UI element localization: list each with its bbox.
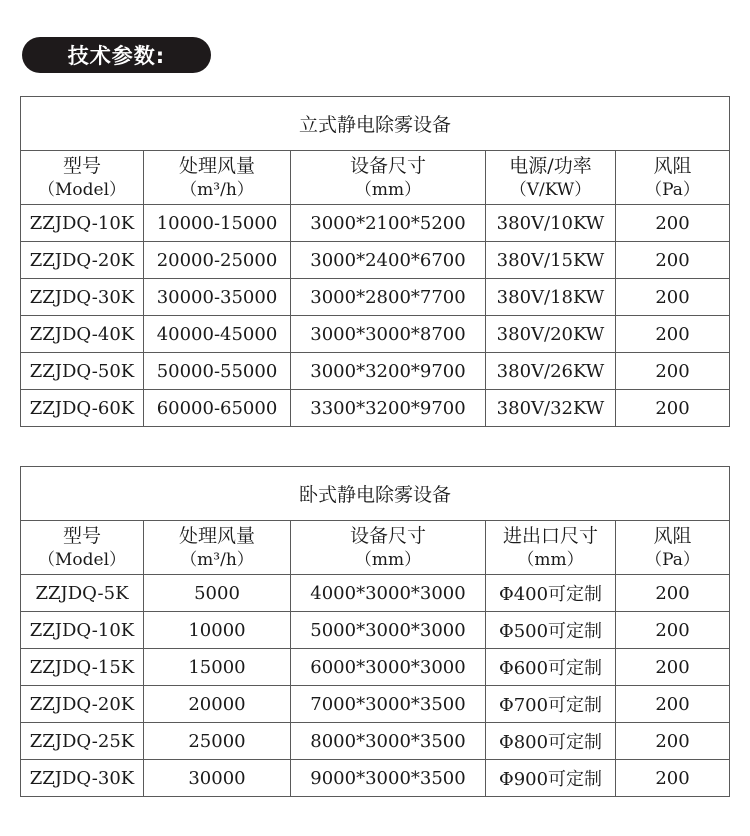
table-cell: 3000*3000*8700 [291,316,486,353]
column-header [486,151,616,205]
table-cell: 200 [616,205,730,242]
column-header-unit: （Pa） [645,549,700,570]
table-row [21,649,730,686]
column-header [21,521,144,575]
table-cell: 3000*2100*5200 [291,205,486,242]
table-cell: 4000*3000*3000 [291,575,486,612]
table-cell: ZZJDQ-30K [21,760,144,797]
column-header-unit: （V/KW） [509,179,592,200]
table-cell: ZZJDQ-5K [21,575,144,612]
column-header-unit: （Model） [37,179,127,200]
table-cell: ZZJDQ-10K [21,612,144,649]
column-header-label: 型号 [62,154,101,177]
table-cell: 200 [616,390,730,427]
table-cell: 380V/20KW [486,316,616,353]
table-cell: Φ600可定制 [486,649,616,686]
section-title-badge: 技术参数: [22,37,211,73]
table-cell: 3000*3200*9700 [291,353,486,390]
column-header-unit: （Model） [37,549,127,570]
column-header-label: 风阻 [653,524,692,547]
vertical-equipment-table [20,96,730,427]
table-cell: 380V/18KW [486,279,616,316]
table-row [21,612,730,649]
table-cell: 3000*2800*7700 [291,279,486,316]
table-cell: 50000-55000 [144,353,291,390]
table-row [21,390,730,427]
table-cell: Φ700可定制 [486,686,616,723]
column-header [144,521,291,575]
table-cell: 8000*3000*3500 [291,723,486,760]
table-row [21,760,730,797]
table-cell: 15000 [144,649,291,686]
table-cell: 380V/32KW [486,390,616,427]
table-cell: 200 [616,686,730,723]
table-cell: 60000-65000 [144,390,291,427]
table-title: 卧式静电除雾设备 [21,467,730,521]
table-cell: 6000*3000*3000 [291,649,486,686]
column-header-label: 型号 [62,524,101,547]
table-cell: 380V/15KW [486,242,616,279]
table-cell: 200 [616,612,730,649]
column-header [616,521,730,575]
table-row [21,686,730,723]
table-cell: ZZJDQ-25K [21,723,144,760]
table-cell: Φ400可定制 [486,575,616,612]
table-cell: ZZJDQ-20K [21,686,144,723]
table-cell: 30000-35000 [144,279,291,316]
table-row [21,242,730,279]
column-header-label: 风阻 [653,154,692,177]
table-row [21,205,730,242]
column-header-unit: （mm） [354,549,422,570]
table-cell: 380V/10KW [486,205,616,242]
table-cell: 3300*3200*9700 [291,390,486,427]
table-row [21,279,730,316]
table-cell: 9000*3000*3500 [291,760,486,797]
table-title-row [21,467,730,521]
table-header-row [21,521,730,575]
table-title: 立式静电除雾设备 [21,97,730,151]
column-header-unit: （mm） [354,179,422,200]
table-cell: 20000-25000 [144,242,291,279]
table-cell: 200 [616,575,730,612]
table-cell: 10000 [144,612,291,649]
table-cell: 40000-45000 [144,316,291,353]
table-cell: 200 [616,242,730,279]
column-header-label: 设备尺寸 [349,524,426,547]
table-cell: Φ900可定制 [486,760,616,797]
column-header [486,521,616,575]
table-cell: 5000 [144,575,291,612]
table-row [21,316,730,353]
table-cell: ZZJDQ-40K [21,316,144,353]
column-header-unit: （m³/h） [180,179,254,200]
table-cell: 30000 [144,760,291,797]
table-cell: ZZJDQ-10K [21,205,144,242]
table-cell: 380V/26KW [486,353,616,390]
table-row [21,575,730,612]
table-header-row [21,151,730,205]
column-header [291,151,486,205]
column-header-unit: （mm） [517,549,584,570]
table-row [21,353,730,390]
column-header [616,151,730,205]
column-header-label: 处理风量 [178,524,255,547]
table-cell: Φ800可定制 [486,723,616,760]
table-cell: 200 [616,649,730,686]
table-cell: 10000-15000 [144,205,291,242]
column-header [291,521,486,575]
column-header [144,151,291,205]
table-cell: ZZJDQ-15K [21,649,144,686]
column-header-label: 处理风量 [178,154,255,177]
table-cell: 7000*3000*3500 [291,686,486,723]
table-cell: 5000*3000*3000 [291,612,486,649]
table-title-row [21,97,730,151]
table-cell: 200 [616,760,730,797]
horizontal-equipment-table [20,466,730,797]
table-cell: 200 [616,316,730,353]
table-cell: ZZJDQ-50K [21,353,144,390]
column-header-label: 设备尺寸 [349,154,426,177]
table-cell: ZZJDQ-60K [21,390,144,427]
table-cell: Φ500可定制 [486,612,616,649]
table-cell: 20000 [144,686,291,723]
table-cell: ZZJDQ-30K [21,279,144,316]
table-cell: 200 [616,353,730,390]
table-cell: ZZJDQ-20K [21,242,144,279]
table-row [21,723,730,760]
table-cell: 200 [616,279,730,316]
column-header-label: 进出口尺寸 [502,524,598,547]
column-header-unit: （m³/h） [180,549,254,570]
column-header-label: 电源/功率 [509,154,592,177]
table-cell: 3000*2400*6700 [291,242,486,279]
column-header-unit: （Pa） [645,179,700,200]
column-header [21,151,144,205]
table-cell: 200 [616,723,730,760]
table-cell: 25000 [144,723,291,760]
